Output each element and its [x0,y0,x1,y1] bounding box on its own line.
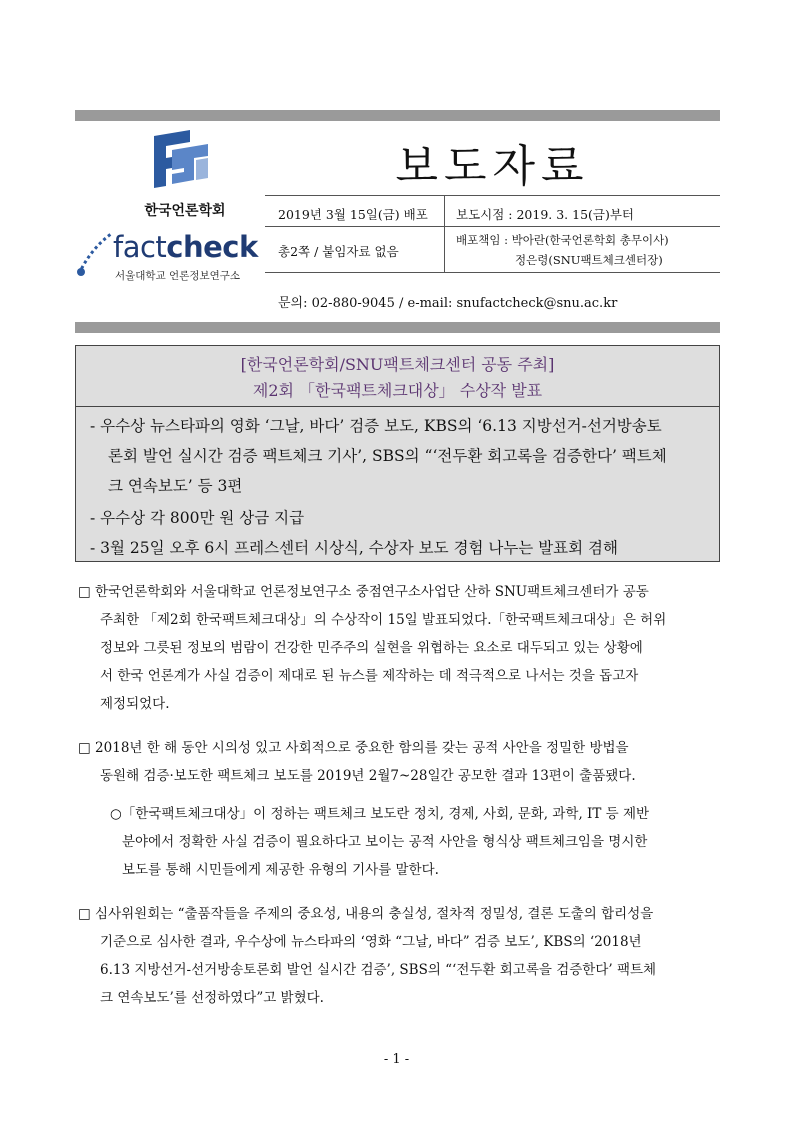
paragraph-2-line: □ 2018년 한 해 동안 시의성 있고 사회적으로 중요한 함의를 갖는 공적 사안을 정밀한 방법을 [78,740,629,756]
factcheck-word-check: check [166,230,258,264]
paragraph-1-line: 주최한 「제2회 한국팩트체크대상」의 수상작이 15일 발표되었다.「한국팩트체크대상」은 허위 [100,612,667,628]
info-table-bottom-line [265,272,720,273]
page-number: - 1 - [383,1052,410,1067]
factcheck-word-fact: fact [113,230,167,264]
responsible-person-2: 정은령(SNU팩트체크센터장) [515,253,663,267]
top-divider-bar [75,110,720,121]
paragraph-4-line: 6.13 지방선거-선거방송토론회 발언 실시간 검증’, SBS의 “‘전두환 회고록을 검증한다’ 팩트체 [100,962,657,978]
paragraph-4-line: □ 심사위원회는 “출품작들을 주제의 중요성, 내용의 충실성, 절차적 정밀성, 결론 도출의 합리성을 [78,906,654,922]
highlight-box [75,345,720,562]
ksjcs-logo-icon [150,128,212,190]
factcheck-wordmark [113,230,258,264]
paragraph-2-line: 동원해 검증·보도한 팩트체크 보도를 2019년 2월7~28일간 공모한 결과 13편이 출품됐다. [100,768,636,784]
highlight-heading-1: [한국언론학회/SNU팩트체크센터 공동 주최] [240,355,555,374]
highlight-line: - 우수상 뉴스타파의 영화 ‘그날, 바다’ 검증 보도, KBS의 ‘6.13 지방선거-선거방송토 [90,417,662,435]
paragraph-3-line: ○「한국팩트체크대상」이 정하는 팩트체크 보도란 정치, 경제, 사회, 문화, 과학, IT 등 제반 [110,806,650,822]
paragraph-3-line: 보도를 통해 시민들에게 제공한 유형의 기사를 말한다. [122,862,439,878]
factcheck-check-icon [75,230,115,280]
info-table-top-line [265,195,720,196]
embargo-time: 보도시점 : 2019. 3. 15(금)부터 [456,207,635,222]
paragraph-1-line: 서 한국 언론계가 사실 검증이 제대로 된 뉴스를 제작하는 데 적극적으로 나서는 것을 돕고자 [100,668,639,684]
highlight-heading-2: 제2회 「한국팩트체크대상」 수상작 발표 [252,381,543,400]
factcheck-subtitle: 서울대학교 언론정보연구소 [115,270,241,282]
paragraph-3-line: 분야에서 정확한 사실 검증이 필요하다고 보이는 공적 사안을 형식상 팩트체크임을 명시한 [122,834,648,850]
factcheck-logo [75,230,265,290]
paragraph-1-line: 제정되었다. [100,696,170,712]
paragraph-4-line: 크 연속보도’를 선정하였다”고 밝혔다. [100,990,324,1006]
info-table-divider [444,195,445,272]
responsible-person-1: 배포책임 : 박아란(한국언론학회 총무이사) [456,233,669,247]
org-name: 한국언론학회 [144,203,226,219]
highlight-line: - 우수상 각 800만 원 상금 지급 [90,509,305,527]
second-divider-bar [75,322,720,333]
release-date: 2019년 3월 15일(금) 배포 [278,207,428,222]
paragraph-1-line: □ 한국언론학회와 서울대학교 언론정보연구소 중점연구소사업단 산하 SNU팩트체크센터가 공동 [78,584,649,600]
paragraph-4-line: 기준으로 심사한 결과, 우수상에 뉴스타파의 ‘영화 “그날, 바다” 검증 보도’, KBS의 ‘2018년 [100,934,642,950]
page-count: 총2쪽 / 붙임자료 없음 [278,244,399,259]
highlight-line: 론회 발언 실시간 검증 팩트체크 기사’, SBS의 “‘전두환 회고록을 검증한다’ 팩트체 [108,447,667,465]
contact-info: 문의: 02-880-9045 / e-mail: snufactcheck@snu.ac.kr [278,296,618,311]
info-table-mid-line [265,226,720,227]
highlight-line: - 3월 25일 오후 6시 프레스센터 시상식, 수상자 보도 경험 나누는 발표회 겸해 [90,539,618,557]
highlight-heading [76,346,719,407]
paragraph-1-line: 정보와 그릇된 정보의 범람이 건강한 민주주의 실현을 위협하는 요소로 대두되고 있는 상황에 [100,640,643,656]
page-title: 보도자료 [395,141,590,192]
highlight-line: 크 연속보도’ 등 3편 [108,477,243,495]
